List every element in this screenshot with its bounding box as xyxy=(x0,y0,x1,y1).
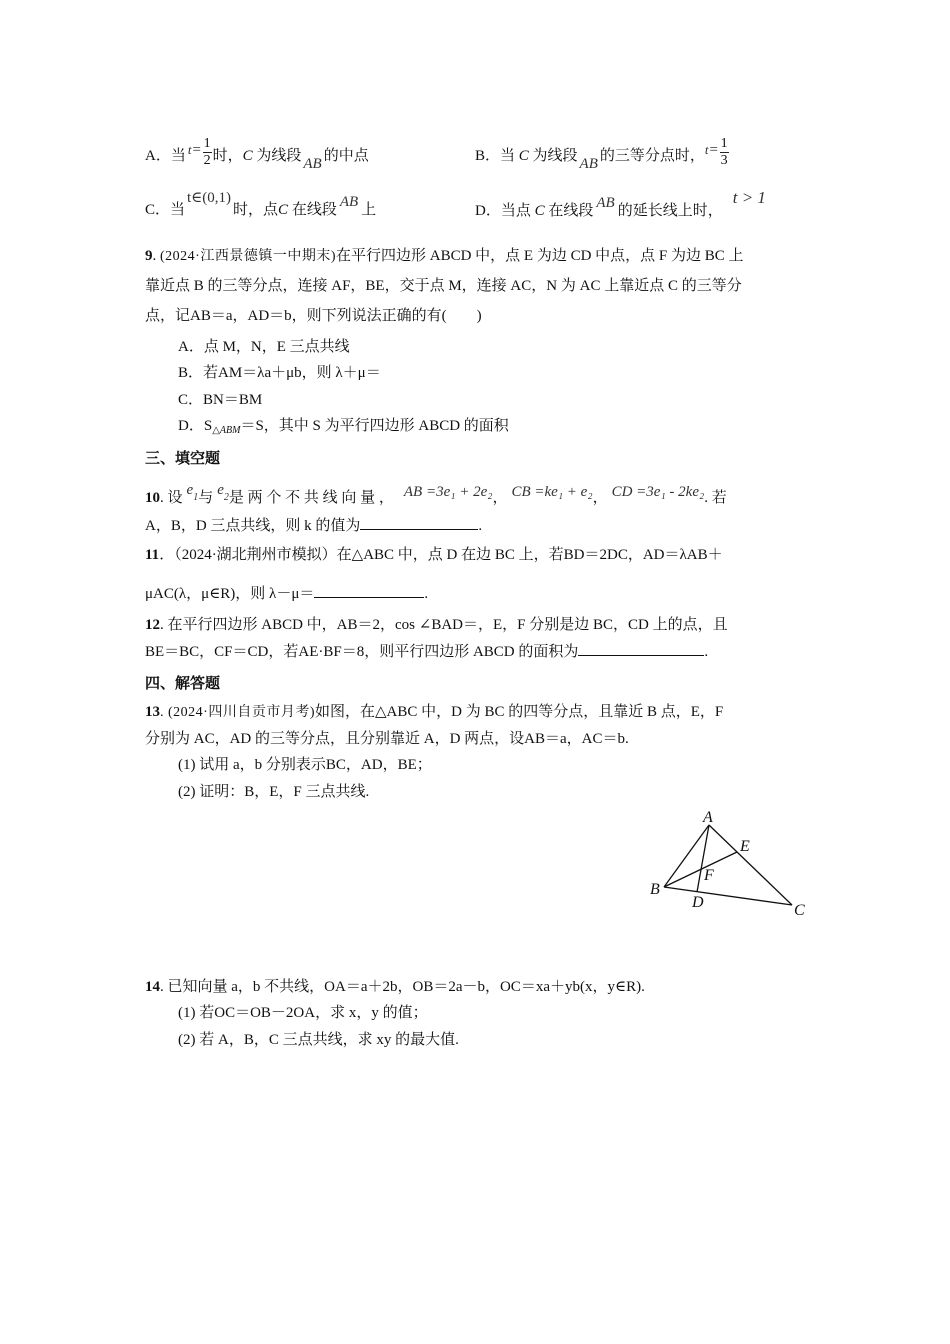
q14-line-1: 14. 已知向量 a，b 不共线，OA＝a＋2b，OB＝2a－b，OC＝xa＋yb(x，y∈R). xyxy=(145,979,645,995)
q14-part-2: (2) 若 A，B，C 三点共线，求 xy 的最大值. xyxy=(178,1032,459,1048)
q8-option-d: D．当点 C 在线段 AB 的延长线上时，t > 1 xyxy=(475,188,766,219)
q11-answer-blank[interactable] xyxy=(314,583,424,598)
q11-line-1: 11．（2024·湖北荆州市模拟）在△ABC 中，点 D 在边 BC 上，若BD＝2DC，AD＝λAB＋ xyxy=(145,547,723,563)
q10-answer-blank[interactable] xyxy=(360,515,478,530)
section-solution-heading: 四、解答题 xyxy=(145,674,221,692)
point-label-f: F xyxy=(704,867,714,884)
q9-option-c: C．BN＝BM xyxy=(178,392,263,408)
q9-line-3: 点，记AB＝a，AD＝b，则下列说法正确的有( ) xyxy=(145,308,482,324)
q12-line-1: 12. 在平行四边形 ABCD 中，AB＝2，cos ∠BAD＝，E，F 分别是边 BC，CD 上的点，且 xyxy=(145,617,728,633)
q9-line-1: 9. (2024·江西景德镇一中期末)在平行四边形 ABCD 中，点 E 为边 CD 中点，点 F 为边 BC 上 xyxy=(145,248,744,264)
segment-ac xyxy=(709,825,792,905)
fraction-one-half: $\frac{1}{2}$ xyxy=(203,136,211,168)
triangle-figure xyxy=(640,805,820,925)
q8-option-a: A．当 t= $\frac{1}{2}$ 时，C 为线段 AB 的中点 xyxy=(145,136,369,172)
q9-option-d: D．$S_{\triangle ABM}=S$，其中 S 为平行四边形 ABCD 的面积 xyxy=(178,418,509,436)
point-label-b: B xyxy=(650,881,660,898)
q13-line-2: 分别为 AC，AD 的三等分点，且分别靠近 A，D 两点，设AB＝a，AC＝b. xyxy=(145,731,629,747)
q10-line-2: A，B，D 三点共线，则 k 的值为 . xyxy=(145,515,482,536)
q10-line-1: 10. 设 $e_1$与 $e_2$是 两 个 不 共 线 向 量 ， AB =3e₁ + 2e₂， CB =ke₁ + e₂， CD =3e₁ - 2ke₂. 若 xyxy=(145,482,727,506)
q9-line-2: 靠近点 B 的三等分点，连接 AF，BE，交于点 M，连接 AC，N 为 AC 上靠近点 C 的三等分 xyxy=(145,278,742,294)
fraction-one-third: $\frac{1}{3}$ xyxy=(720,136,728,168)
point-label-d: D xyxy=(692,894,704,911)
point-label-e: E xyxy=(740,838,750,855)
q8-option-c: C．当t∈(0,1)时，点C 在线段 AB 上 xyxy=(145,190,377,218)
q9-option-a: A．点 M，N，E 三点共线 xyxy=(178,339,350,355)
q11-line-2: μAC(λ，μ∈R)，则 λ－μ＝ . xyxy=(145,583,428,604)
q13-part-1: (1) 试用 a，b 分别表示BC，AD，BE； xyxy=(178,757,432,773)
q12-line-2: BE＝BC，CF＝CD，若AE·BF＝8，则平行四边形 ABCD 的面积为 . xyxy=(145,641,708,662)
q9-option-b: B．若AM＝λa＋μb，则 λ＋μ＝ xyxy=(178,365,381,381)
section-fill-in-heading: 三、填空题 xyxy=(145,449,221,467)
point-label-c: C xyxy=(794,902,805,919)
q8-option-b: B．当 C 为线段 AB 的三等分点时，t= $\frac{1}{3}$ xyxy=(475,136,728,172)
q14-part-1: (1) 若OC＝OB－2OA，求 x，y 的值； xyxy=(178,1005,428,1021)
segment-be xyxy=(664,852,737,887)
segment-ab xyxy=(664,825,709,887)
q13-line-1: 13. (2024·四川自贡市月考)如图，在△ABC 中，D 为 BC 的四等分点，且靠近 B 点，E，F xyxy=(145,704,724,720)
point-label-a: A xyxy=(703,809,713,826)
q12-answer-blank[interactable] xyxy=(578,641,704,656)
segment-bc xyxy=(664,887,792,905)
q13-part-2: (2) 证明：B，E，F 三点共线. xyxy=(178,784,370,800)
